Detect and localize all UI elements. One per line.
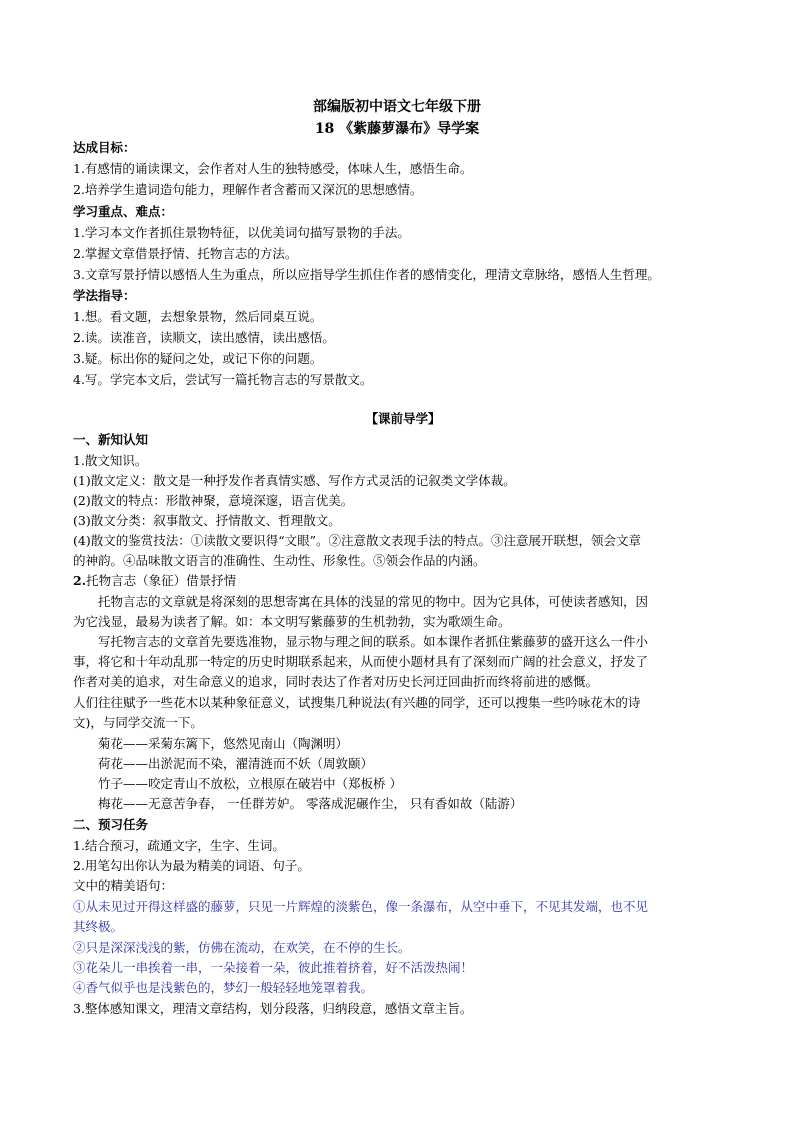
- keypoint-item: 3.文章写景抒情以感悟人生为重点，所以应指导学生抓住作者的感情变化，理清文章脉络，感悟人生哲理。: [73, 267, 660, 282]
- poem-line: 菊花——采菊东篱下，悠然见南山（陶渊明）: [98, 736, 349, 751]
- preclass-heading: 【课前导学】: [365, 411, 441, 426]
- part2-heading: 二、预习任务: [73, 817, 149, 832]
- part1-heading: 一、新知认知: [73, 432, 149, 447]
- part2-line: 2.用笔勾出你认为最为精美的词语、句子。: [73, 858, 310, 873]
- paragraph-line: 文)，与同学交流一下。: [73, 715, 203, 730]
- paragraph-line: 写托物言志的文章首先要选准物，显示物与理之间的联系。如本课作者抓住紫藤萝的盛开这么一件小: [98, 634, 649, 649]
- quote-line: ②只是深深浅浅的紫，仿佛在流动，在欢笑，在不停的生长。: [73, 940, 411, 955]
- paragraph-line: 事，将它和十年动乱那一特定的历史时期联系起来，从而使小题材具有了深刻而广阔的社会意义，抒发了: [73, 654, 649, 669]
- method-item: 3.疑。标出你的疑问之处，或记下你的问题。: [73, 351, 323, 366]
- quote-line: 其终极。: [73, 919, 124, 934]
- doc-subtitle: 18 《紫藤萝瀑布》导学案: [314, 121, 480, 137]
- part1-line: 1.散文知识。: [73, 453, 148, 468]
- goal-item: 1.有感情的诵读课文，会作者对人生的独特感受，体味人生，感悟生命。: [73, 161, 473, 176]
- subsection-heading: [73, 572, 733, 590]
- part1-line: 的神韵。④品味散文语言的准确性、生动性、形象性。⑤领会作品的内涵。: [73, 553, 486, 568]
- quote-line: ③花朵儿一串挨着一串，一朵接着一朵，彼此推着挤着，好不活泼热闹！: [73, 960, 474, 975]
- method-item: 4.写。学完本文后，尝试写一篇托物言志的写景散文。: [73, 372, 373, 387]
- paragraph-line: 托物言志的文章就是将深刻的思想寄寓在具体的浅显的常见的物中。因为它具体，可使读者感知，因: [98, 594, 649, 609]
- part1-line: (2)散文的特点：形散神聚，意境深邃，语言优美。: [73, 493, 354, 508]
- poem-line: 荷花——出淤泥而不染，濯清涟而不妖（周敦颐）: [98, 756, 374, 771]
- poem-line: 梅花——无意苦争春， 一任群芳妒。 零落成泥碾作尘， 只有香如故（陆游）: [98, 796, 523, 811]
- paragraph-line: 人们往往赋予一些花木以某种象征意义，试搜集几种说法(有兴趣的同学，还可以搜集一些吟咏花木的诗: [73, 695, 641, 710]
- doc-title: 部编版初中语文七年级下册: [313, 99, 481, 115]
- subsection-number: 2.: [73, 573, 87, 588]
- keypoints-heading: 学习重点、难点：: [73, 204, 174, 219]
- keypoint-item: 1.学习本文作者抓住景物特征，以优美词句描写景物的手法。: [73, 225, 410, 240]
- paragraph-line: 作者对美的追求，对生命意义的追求，同时表达了作者对历史长河迂回曲折而终将前进的感慨。: [73, 674, 599, 689]
- method-item: 2.读。读准音，读顺文，读出感情，读出感悟。: [73, 330, 335, 345]
- part2-line: 文中的精美语句：: [73, 878, 174, 893]
- quote-line: ④香气似乎也是浅紫色的，梦幻一般轻轻地笼罩着我。: [73, 980, 374, 995]
- method-item: 1.想。看文题，去想象景物，然后同桌互说。: [73, 309, 323, 324]
- paragraph-line: 为它浅显，最易为读者了解。如：本文明写紫藤萝的生机勃勃，实为歌颂生命。: [73, 614, 511, 629]
- subsection-text: 托物言志（象征）借景抒情: [86, 573, 237, 588]
- part2-line: 1.结合预习，疏通文字，生字、生词。: [73, 838, 285, 853]
- part2-last-line: 3.整体感知课文，理清文章结构，划分段落，归纳段意，感悟文章主旨。: [73, 1001, 473, 1016]
- poem-line: 竹子——咬定青山不放松，立根原在破岩中（郑板桥 ）: [98, 776, 402, 791]
- methods-heading: 学法指导：: [73, 288, 136, 303]
- part1-line: (1)散文定义：散文是一种抒发作者真情实感、写作方式灵活的记叙类文学体裁。: [73, 473, 516, 488]
- part1-line: (4)散文的鉴赏技法：①读散文要识得“文眼”。②注意散文表现手法的特点。③注意展开联想，领会文章: [73, 533, 641, 548]
- goals-heading: 达成目标：: [73, 140, 136, 155]
- keypoint-item: 2.掌握文章借景抒情、托物言志的方法。: [73, 246, 298, 261]
- goal-item: 2.培养学生遣词造句能力，理解作者含蓄而又深沉的思想感情。: [73, 182, 423, 197]
- part1-line: (3)散文分类：叙事散文、抒情散文、哲理散文。: [73, 513, 341, 528]
- quote-line: ①从未见过开得这样盛的藤萝，只见一片辉煌的淡紫色，像一条瀑布，从空中垂下，不见其发端，也不见: [73, 899, 649, 914]
